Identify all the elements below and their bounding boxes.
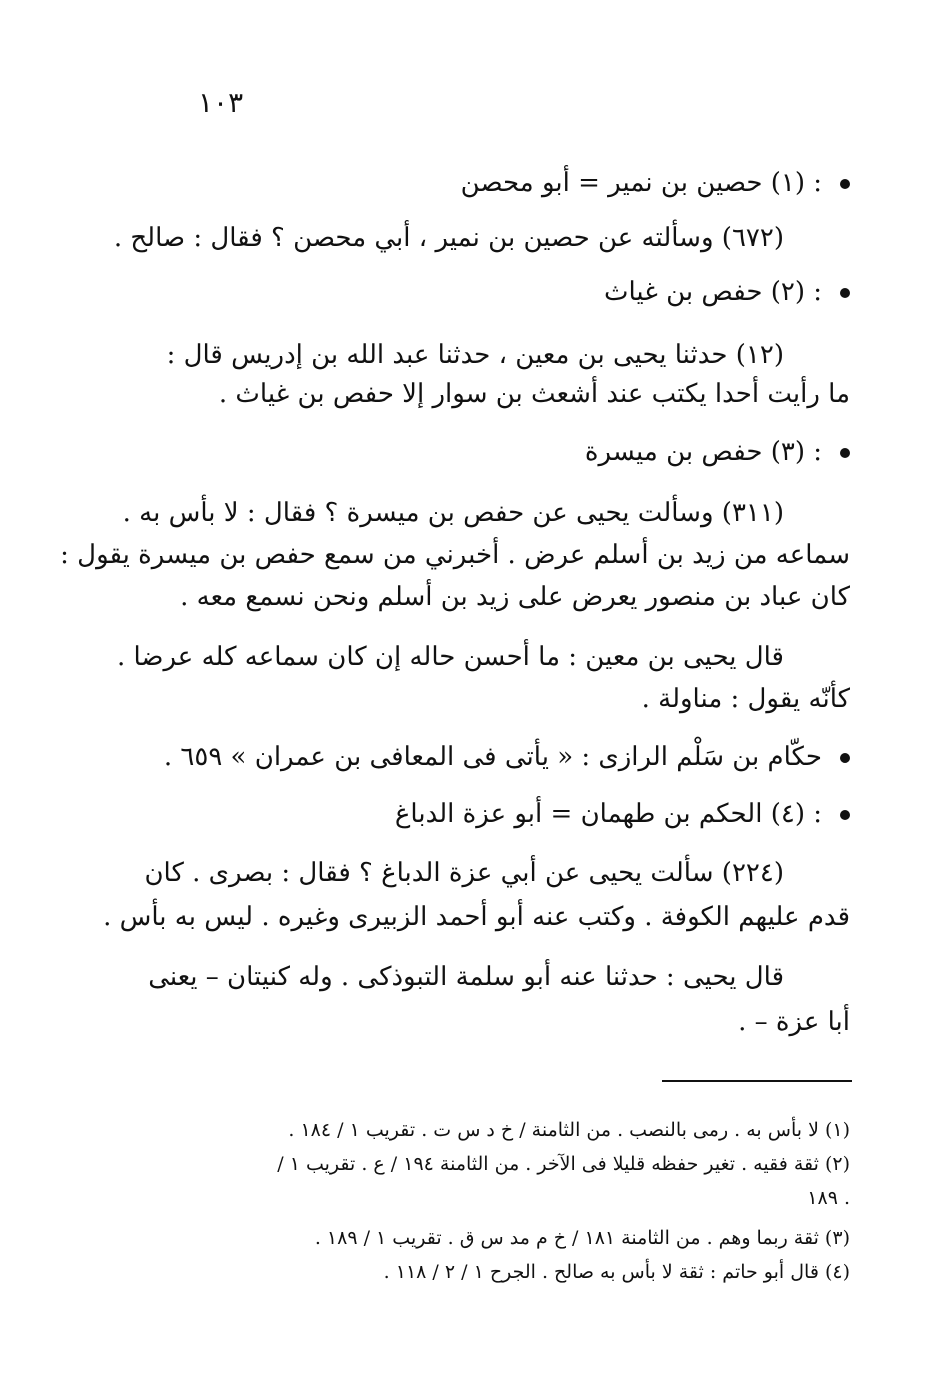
text-line: (١٢) حدثنا يحيى بن معين ، حدثنا عبد الله بن إدريس قال : [166, 340, 784, 370]
bullet-icon [840, 448, 850, 458]
bullet-icon [840, 753, 850, 763]
text-line: قدم عليهم الكوفة . وكتب عنه أبو أحمد الزبيرى وغيره . ليس به بأس . [103, 902, 850, 932]
heading-text: حكّام بن سَلْم الرازى : « يأتى فى المعافى بن عمران » ٦٥٩ . [163, 742, 822, 772]
heading-text: : (١) حصين بن نمير = أبو محصن [460, 168, 822, 198]
entry-heading [461, 163, 850, 203]
footnote-2-continued: . ١٨٩ [807, 1187, 850, 1209]
heading-text: : (٤) الحكم بن طهمان = أبو عزة الدباغ [394, 799, 822, 829]
footnote-3: (٣) ثقة ربما وهم . من الثامنة ١٨١ / خ م مد س ق . تقريب ١ / ١٨٩ . [314, 1227, 850, 1249]
text-line: قال يحيى بن معين : ما أحسن حاله إن كان سماعه كله عرضا . [116, 642, 784, 672]
text-line: (٢٢٤) سألت يحيى عن أبي عزة الدباغ ؟ فقال : بصرى . كان [144, 858, 784, 888]
text-line: ما رأيت أحدا يكتب عند أشعث بن سوار إلا حفص بن غياث . [218, 379, 850, 409]
text-line: قال يحيى : حدثنا عنه أبو سلمة التبوذكى . وله كنيتان – يعنى [148, 962, 784, 992]
footnote-2: (٢) ثقة فقيه . تغير حفظه قليلا فى الآخر . من الثامنة ١٩٤ / ع . تقريب ١ / [277, 1153, 850, 1175]
heading-text: : (٢) حفص بن غياث [603, 277, 822, 307]
entry-heading [395, 794, 850, 834]
entry-heading [604, 272, 850, 312]
bullet-icon [840, 179, 850, 189]
entry-heading [585, 432, 850, 472]
heading-text: : (٣) حفص بن ميسرة [584, 437, 822, 467]
footnote-4: (٤) قال أبو حاتم : ثقة لا بأس به صالح . الجرح ١ / ٢ / ١١٨ . [383, 1261, 850, 1283]
text-line: (٦٧٢) وسألته عن حصين بن نمير ، أبي محصن ؟ فقال : صالح . [113, 223, 784, 253]
text-line: (٣١١) وسألت يحيى عن حفص بن ميسرة ؟ فقال : لا بأس به . [122, 498, 784, 528]
text-line: سماعه من زيد بن أسلم عرض . أخبرني من سمع حفص بن ميسرة يقول : [60, 540, 850, 570]
footnote-1: (١) لا بأس به . رمى بالنصب . من الثامنة / خ د س ت . تقريب ١ / ١٨٤ . [288, 1119, 850, 1141]
page-number: ١٠٣ [198, 86, 244, 119]
bullet-icon [840, 810, 850, 820]
text-line: كان عباد بن منصور يعرض على زيد بن أسلم ونحن نسمع معه . [180, 582, 850, 612]
text-line: كأنّه يقول : مناولة . [641, 684, 850, 714]
footnote-divider [662, 1080, 852, 1082]
text-line: أبا عزة – . [738, 1007, 850, 1037]
entry-heading [164, 737, 850, 777]
bullet-icon [840, 288, 850, 298]
